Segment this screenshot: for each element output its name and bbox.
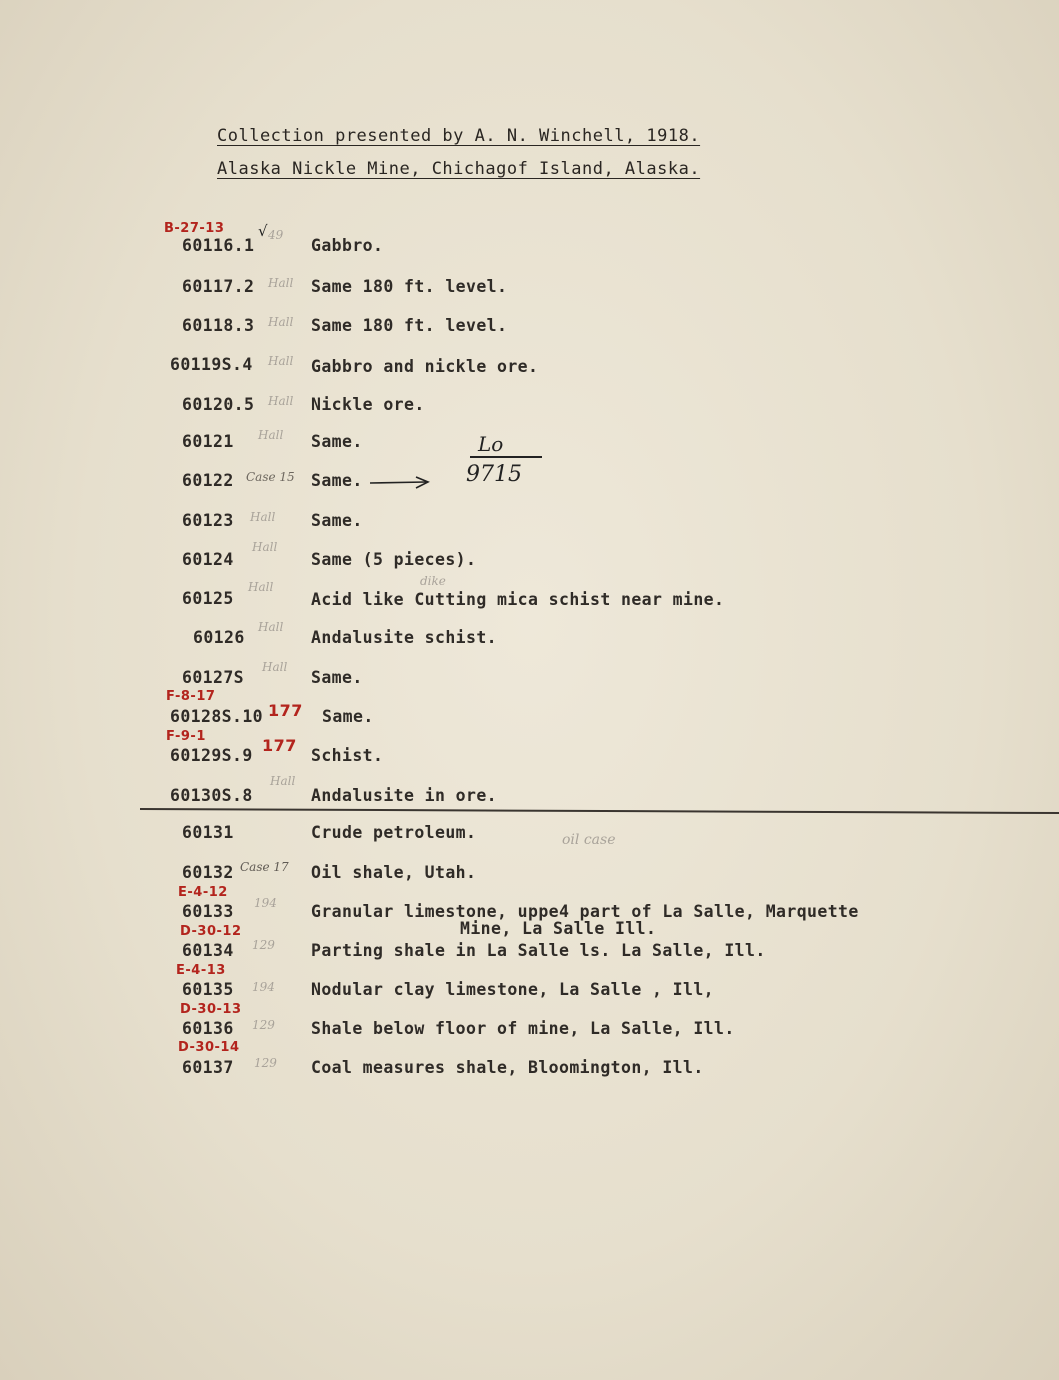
catalog-number: 60130S.8 [170,786,253,805]
catalog-number: 60125 [182,589,234,608]
pencil-note: 49 [268,228,284,242]
specimen-description: Same. [311,471,363,490]
specimen-description: Granular limestone, uppe4 part of La Salle, Marquette [311,902,859,921]
catalog-number: 60127S [182,668,245,687]
catalog-number: 60119S.4 [170,355,253,374]
specimen-description: Parting shale in La Salle ls. La Salle, Ill. [311,941,766,960]
specimen-description: Gabbro and nickle ore. [311,357,539,376]
specimen-description: Gabbro. [311,236,384,255]
specimen-description: Same 180 ft. level. [311,316,508,335]
pencil-note: Hall [258,428,284,442]
specimen-description: Acid like Cutting mica schist near mine. [311,590,725,609]
catalog-number: 60120.5 [182,395,255,414]
pencil-note: 129 [254,1056,277,1070]
pencil-note: Hall [270,774,296,788]
pencil-note: 194 [252,980,275,994]
red-case-note: 177 [268,701,303,720]
catalog-number: 60123 [182,511,234,530]
catalog-number: 60126 [193,628,245,647]
handwritten-number: 9715 [466,462,522,487]
catalog-number: 60118.3 [182,316,255,335]
specimen-description: Same. [311,668,363,687]
pencil-note: 194 [254,896,277,910]
pencil-note: Hall [268,394,294,408]
check-mark: √ [258,222,268,240]
specimen-description: Schist. [311,746,384,765]
catalog-number: 60133 [182,902,234,921]
catalog-number: 60117.2 [182,277,255,296]
red-date-note: F-8-17 [166,689,216,704]
specimen-description: Andalusite in ore. [311,786,498,805]
specimen-description: Andalusite schist. [311,628,498,647]
header-location-line: Alaska Nickle Mine, Chichagof Island, Alaska. [217,159,701,179]
catalog-number: 60132 [182,863,234,882]
specimen-description: Nodular clay limestone, La Salle , Ill, [311,980,715,999]
specimen-description: Crude petroleum. [311,823,477,842]
catalog-number: 60124 [182,550,234,569]
catalog-number: 60121 [182,432,234,451]
catalog-number: 60136 [182,1019,234,1038]
catalog-number: 60122 [182,471,234,490]
red-date-note: D-30-14 [178,1040,240,1055]
specimen-description: Same 180 ft. level. [311,277,508,296]
handwritten-lo: Lo [478,432,504,456]
pencil-note: Case 15 [246,470,295,484]
catalog-number: 60134 [182,941,234,960]
catalog-number: 60129S.9 [170,746,253,765]
pencil-note: 129 [252,938,275,952]
pencil-note: Hall [262,660,288,674]
specimen-description: Nickle ore. [311,395,425,414]
section-divider [140,808,1059,814]
specimen-description: Shale below floor of mine, La Salle, Ill. [311,1019,735,1038]
pencil-note: Case 17 [240,860,289,874]
specimen-description: Same. [311,511,363,530]
catalog-number: 60131 [182,823,234,842]
specimen-description: Oil shale, Utah. [311,863,477,882]
red-case-note: 177 [262,736,297,755]
pencil-note: 129 [252,1018,275,1032]
catalog-number: 60116.1 [182,236,255,255]
header-collection-line: Collection presented by A. N. Winchell, 1918. [217,126,701,146]
red-date-note: F-9-1 [166,729,206,744]
pencil-note: Hall [250,510,276,524]
specimen-description: Same. [322,707,374,726]
pencil-note: oil case [562,832,616,848]
red-date-note: D-30-13 [180,1002,242,1017]
specimen-description: Same (5 pieces). [311,550,477,569]
red-date-note: B-27-13 [164,221,225,236]
specimen-description-continued: Mine, La Salle Ill. [460,919,657,938]
pencil-note: Hall [252,540,278,554]
catalog-number: 60128S.10 [170,707,264,726]
pencil-correction: dike [420,574,446,588]
pencil-note: Hall [268,315,294,329]
red-date-note: E-4-12 [178,885,228,900]
red-date-note: D-30-12 [180,924,242,939]
catalog-number: 60135 [182,980,234,999]
catalog-number: 60137 [182,1058,234,1077]
underline-rule [470,456,542,458]
arrow-right-icon [368,476,432,490]
pencil-note: Hall [248,580,274,594]
specimen-description: Coal measures shale, Bloomington, Ill. [311,1058,704,1077]
pencil-note: Hall [268,354,294,368]
pencil-note: Hall [258,620,284,634]
red-date-note: E-4-13 [176,963,226,978]
pencil-note: Hall [268,276,294,290]
specimen-description: Same. [311,432,363,451]
